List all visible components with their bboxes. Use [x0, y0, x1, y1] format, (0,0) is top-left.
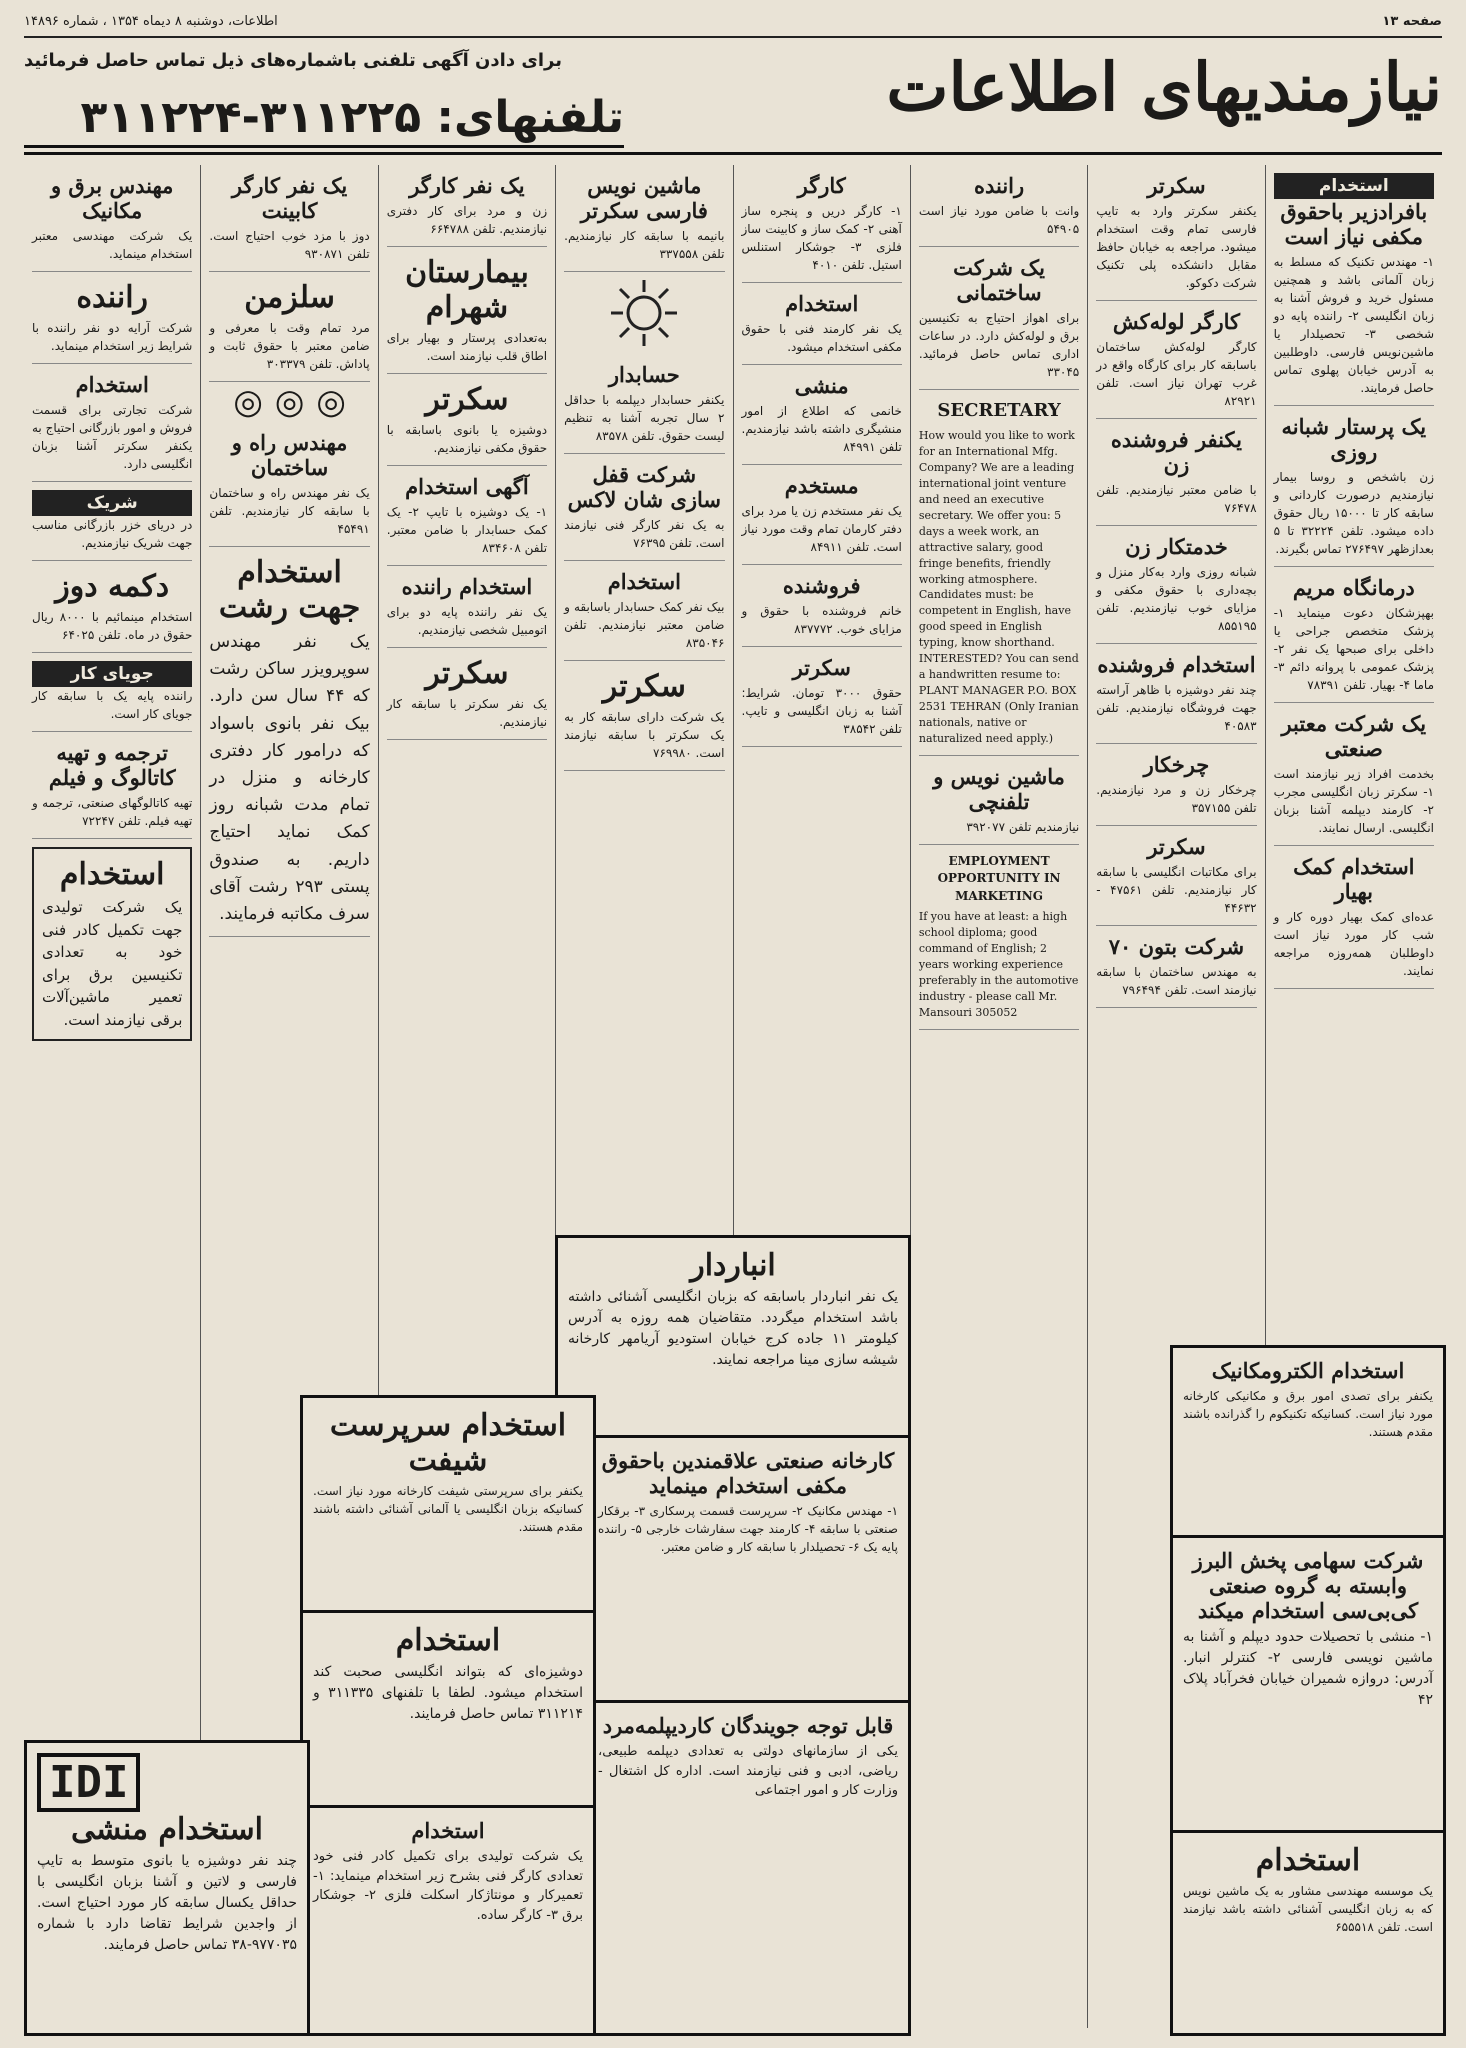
- ad-body: بهپزشکان دعوت مینماید ۱- پزشک متخصص جراحی یا داخلی برای صبحها یک نفر ۲- پزشک عمومی با پروانه دائم ۳- ماما ۴- بهیار. تلفن ۷۸۳۹۱: [1273, 606, 1434, 692]
- ad: [1096, 644, 1256, 744]
- ad-body: ۱- مهندس مکانیک ۲- سرپرست قسمت پرسکاری ۳- برقکار صنعتی با سابقه ۴- کارمند جهت سفارشات خارجی ۵- راننده پایه یک ۶- تحصیلدار با سابقه کار و ضامن معتبر.: [598, 1504, 899, 1554]
- ad-body: دوشیزه‌ای که بتواند انگلیسی صحبت کند استخدام میشود. لطفا با تلفنهای ۳۱۱۳۳۵ و ۳۱۱۲۱۴ تماس حاصل فرمایند.: [313, 1664, 583, 1722]
- ad: [387, 165, 547, 247]
- ad-body: چرخکار زن و مرد نیازمندیم. تلفن ۳۵۷۱۵۵: [1096, 783, 1257, 815]
- column-3: [910, 165, 1087, 2028]
- ad-title: آگهی استخدام: [405, 474, 529, 499]
- ad-title: فروشنده: [782, 573, 861, 598]
- ad-title: استخدام: [1255, 1843, 1361, 1878]
- ad: [32, 364, 192, 482]
- alborz-ad: [1170, 1535, 1446, 1841]
- ad-title: استخدام الکترومکانیک: [1211, 1358, 1405, 1383]
- ad: [564, 165, 724, 272]
- ad-body: یک شرکت دارای سابقه کار به یک سکرتر با سابقه نیازمند است. ۷۶۹۹۸۰: [564, 710, 725, 760]
- ad: [387, 466, 547, 566]
- ad: [919, 247, 1079, 390]
- ad-body: یک شرکت تولیدی برای تکمیل کادر فنی خود تعدادی کارگر فنی بشرح زیر استخدام مینماید: ۱- تعمیرکار و مونتاژکار اسکلت فلزی ۲- جوشکار برق ۳- کارگر ساده.: [313, 1849, 583, 1923]
- ad-body: یک نفر راننده پایه دو برای اتومبیل شخصی نیازمندیم.: [386, 605, 548, 637]
- ad-title: خدمتکار زن: [1125, 534, 1228, 559]
- ad-body: دوشیزه یا بانوی باسابقه با حقوق مکفی نیازمندیم.: [386, 423, 548, 455]
- ad-title: یک شرکت ساختمانی: [953, 255, 1045, 305]
- ad-body: برای اهواز احتیاج به تکنیسین برق و لوله‌کش دارد. در ساعات اداری تماس حاصل فرمائید. ۳۳۰۴۵: [918, 311, 1080, 379]
- ad-body: یک موسسه مهندسی مشاور به یک ماشین نویس که به زبان انگلیسی آشنائی داشته باشد نیازمند است. تلفن ۶۵۵۵۱۸: [1183, 1884, 1433, 1934]
- idi-secretary-ad: [24, 1740, 310, 2036]
- ad: [32, 847, 192, 1041]
- ad: [32, 165, 192, 272]
- ad-body: یک نفر مستخدم زن یا مرد برای دفتر کارمان تمام وقت مورد نیاز است. تلفن ۸۴۹۱۱: [741, 504, 902, 554]
- ad-title: کارگر لوله‌کش: [1112, 309, 1240, 334]
- ad-body: یک نفر مهندس سوپرویزر ساکن رشت که ۴۴ سال سن دارد. بیک نفر بانوی باسواد که درامور کار دفتری کارخانه و منزل در تمام مدت شبانه روز کمک نماید احتیاج داریم. به صندوق پستی ۲۹۳ رشت آقای سرف مکاتبه فرمایند.: [209, 632, 370, 924]
- ad-body: If you have at least: a high school diploma; good command of English; 2 years working experience preferably in the automotive industry - please call Mr. Mansouri 305052: [918, 910, 1079, 1019]
- ad-body: بخدمت افراد زیر نیازمند است ۱- سکرتر زبان انگلیسی مجرب ۲- کارمند دیپلمه آشنا بزبان انگلیسی. ارسال نمایند.: [1273, 767, 1434, 835]
- ad: [742, 365, 902, 465]
- ad: [564, 661, 724, 771]
- ad-body: زن و مرد برای کار دفتری نیازمندیم. تلفن ۶۶۴۷۸۸: [386, 204, 548, 236]
- ad: [919, 845, 1079, 1030]
- ad: [742, 465, 902, 565]
- issue-line: اطلاعات، دوشنبه ۸ دیماه ۱۳۵۴ ، شماره ۱۴۸۹۶: [24, 14, 278, 29]
- ad: [209, 422, 369, 547]
- ad-body: بیک نفر کمک حسابدار باسابقه و ضامن معتبر نیازمندیم. تلفن ۸۳۵۰۴۶: [564, 600, 725, 650]
- ad-body: ۱- یک دوشیزه با تایپ ۲- یک کمک حسابدار با ضامن معتبر. تلفن ۸۳۴۶۰۸: [386, 505, 548, 555]
- ad: [919, 756, 1079, 845]
- ad-title: مهندس راه و ساختمان: [231, 430, 348, 480]
- ad: [919, 390, 1079, 756]
- ad-title: ترجمه و تهیه کاتالوگ و فیلم: [48, 740, 176, 790]
- top-line: [24, 14, 1442, 38]
- ad-title: درمانگاه مریم: [1292, 575, 1415, 600]
- ad-title: یک پرستار شبانه روزی: [1281, 414, 1427, 464]
- ad-body: کارگر لوله‌کش ساختمان باسابقه کار برای کارگاه واقع در غرب تهران نیاز است. تلفن ۸۲۹۲۱: [1096, 340, 1257, 408]
- ad-body: یک شرکت تولیدی جهت تکمیل کادر فنی خود به تعدادی تکنیسین برق برای تعمیر ماشین‌آلات برقی نیازمند است.: [42, 898, 183, 1029]
- ad-title: استخدام کمک بهیار: [1293, 854, 1415, 904]
- ad-title: چرخکار: [1143, 752, 1210, 777]
- ad-title: استخدام راننده: [401, 574, 533, 599]
- ad-body: ۱- منشی با تحصیلات حدود دیپلم و آشنا به ماشین نویسی فارسی ۲- کنترلر انبار. آدرس: دروازه شمیران خیابان فخرآباد پلاک ۴۲: [1183, 1629, 1433, 1708]
- ad-body: یک نفر مهندس راه و ساختمان با سابقه کار نیازمندیم. تلفن ۴۵۴۹۱: [209, 486, 370, 536]
- ad-title: راننده: [76, 280, 149, 315]
- ad-title: مستخدم: [784, 473, 859, 498]
- ad-body: به یک نفر کارگر فنی نیازمند است. تلفن ۷۶۳۹۵: [564, 518, 725, 550]
- ad: [1096, 744, 1256, 826]
- ad-title: بیمارستان شهرام: [405, 255, 529, 325]
- decorative-symbols-icon: ◎ ◎ ◎: [233, 382, 346, 422]
- ad-body: خانم فروشنده با حقوق و مزایای خوب. ۸۳۷۷۷۲: [741, 604, 902, 636]
- ad-body: یک نفر انباردار باسابقه که بزبان انگلیسی آشنائی داشته باشد استخدام میگردد. متقاضیان همه روزه به آدرس کیلومتر ۱۱ جاده کرج خیابان استودیو آریامهر کارخانه شیشه سازی مینا مراجعه نمایند.: [568, 1289, 899, 1368]
- masthead-note: برای دادن آگهی تلفنی باشماره‌های ذیل تماس حاصل فرمائید: [24, 50, 562, 71]
- ad-title: سکرتر: [792, 655, 851, 680]
- ad-box-label: جویای کار: [32, 661, 192, 687]
- ad: [209, 547, 369, 937]
- ad: [209, 165, 369, 272]
- ministry-ad: [585, 1700, 911, 2036]
- ad-title: SECRETARY: [937, 400, 1061, 421]
- ad-body: ۱- مهندس تکنیک که مسلط به زبان آلمانی باشد و همچنین مسئول خرید و فروش آشنا به زبان انگلیسی ۲- راننده پایه دو شخصی ۳- تحصیلدار یا ماشین‌نویس فارسی. داوطلبین به آدرس خیابان پهلوی تماس حاصل فرمایند.: [1273, 255, 1434, 395]
- ad: [387, 374, 547, 466]
- ad-body: شبانه روزی وارد به‌کار منزل و بچه‌داری با حقوق مکفی و مزایای خوب نیازمندیم. تلفن ۸۵۵۱۹۵: [1096, 565, 1257, 633]
- ad-title: استخدام: [785, 291, 859, 316]
- ad-title: راننده: [973, 173, 1025, 198]
- ad-box-label: شریک: [32, 490, 192, 516]
- ad: [564, 561, 724, 661]
- ad-title: سکرتر: [425, 656, 509, 691]
- ad-title: شرکت قفل سازی شان لاکس: [567, 462, 721, 512]
- ad-title: شرکت سهامی پخش البرز وابسته به گروه صنعتی کی‌بی‌سی استخدام میکند: [1192, 1548, 1424, 1623]
- ad: [387, 648, 547, 740]
- ad-title: حسابدار: [608, 362, 680, 387]
- ad-body: یک نفر سکرتر با سابقه کار نیازمندیم.: [386, 697, 548, 729]
- ad-body: یکنفر حسابدار دیپلمه با حداقل ۲ سال تجربه آشنا به تنظیم لیست حقوق. تلفن ۸۳۵۷۸: [564, 393, 725, 443]
- ad-body: عده‌ای کمک بهیار دوره کار و شب کار مورد نیاز است داوطلبان همه‌روزه مراجعه نمایند.: [1273, 910, 1434, 978]
- ad-title: دکمه دوز: [55, 569, 170, 604]
- ad-body: یکنفر برای تصدی امور برق و مکانیکی کارخانه مورد نیاز است. کسانیکه تکنیکوم را گذرانده باشند مقدم هستند.: [1183, 1389, 1433, 1439]
- ad: [387, 566, 547, 648]
- ad: [32, 653, 192, 732]
- ad-body: چند نفر دوشیزه با ظاهر آراسته جهت فروشگاه نیازمندیم. تلفن ۴۰۵۸۳: [1096, 683, 1257, 733]
- ad-body: یکنفر سکرتر وارد به تایپ فارسی تمام وقت استخدام میشود. مراجعه به خیابان حافظ مقابل دانشکده پلی تکنیک شرکت دکوکو.: [1096, 204, 1257, 290]
- page-title: نیازمندیهای اطلاعات: [886, 48, 1442, 126]
- ad: [1274, 567, 1434, 703]
- ad-body: راننده پایه یک با سابقه کار جویای کار است.: [32, 689, 193, 721]
- ad-title: یکنفر فروشنده زن: [1110, 427, 1242, 477]
- ad-body: شرکت تجارتی برای قسمت فروش و امور بازرگانی احتیاج به یکنفر سکرتر آشنا بزبان انگلیسی دارد.: [32, 403, 193, 471]
- ad-body: به‌تعدادی پرستار و بهیار برای اطاق قلب نیازمند است.: [386, 331, 548, 363]
- ad-body: حقوق ۳۰۰۰ تومان. شرایط: آشنا به زبان انگلیسی و تایپ. تلفن ۳۸۵۴۲: [741, 686, 902, 736]
- ad: [564, 454, 724, 561]
- ad-title: یک نفر کارگر: [409, 173, 525, 198]
- ad-title: استخدام: [59, 857, 165, 892]
- ad-title: انباردار: [690, 1248, 776, 1283]
- ad-title: استخدام فروشنده: [1097, 652, 1256, 677]
- ad-box-label: استخدام: [1274, 173, 1434, 199]
- page-label: صفحه ۱۳: [1382, 14, 1442, 29]
- ad-title: ماشین نویس فارسی سکرتر: [580, 173, 708, 223]
- ad: [1274, 165, 1434, 406]
- ad: [1096, 165, 1256, 301]
- ad: [1096, 926, 1256, 1008]
- ad: [564, 354, 724, 454]
- ad-body: مرد تمام وقت با معرفی و ضامن معتبر با حقوق ثابت و پاداش. تلفن ۳۰۳۳۷۹: [209, 321, 370, 371]
- ad-body: به مهندس ساختمان با سابقه نیازمند است. تلفن ۷۹۶۴۹۴: [1096, 965, 1257, 997]
- ad-body: با ضامن معتبر نیازمندیم. تلفن ۷۶۴۷۸: [1096, 483, 1257, 515]
- ad-body: برای مکاتبات انگلیسی با سابقه کار نیازمندیم. تلفن ۴۷۵۶۱ - ۴۴۶۳۲: [1096, 865, 1257, 915]
- ad-body: وانت با ضامن مورد نیاز است ۵۴۹۰۵: [918, 204, 1080, 236]
- ad-body: یک شرکت مهندسی معتبر استخدام مینماید.: [32, 229, 193, 261]
- english-girl-ad: [300, 1610, 596, 1816]
- ad: [1096, 301, 1256, 419]
- ad: [919, 165, 1079, 247]
- ad: [209, 272, 369, 382]
- electromech-ad: [1170, 1345, 1446, 1546]
- ad-body: در دریای خزر بازرگانی مناسب جهت شریک نیازمندیم.: [32, 518, 193, 550]
- industrial-ad: [585, 1435, 911, 1711]
- ad: [1274, 846, 1434, 989]
- ad-title: استخدام: [395, 1623, 501, 1658]
- ad: [387, 247, 547, 374]
- ad-body: شرکت آرایه دو نفر راننده با شرایط زیر استخدام مینماید.: [32, 321, 193, 353]
- ad-title: استخدام سرپرست شیفت: [329, 1408, 567, 1478]
- ad: [32, 732, 192, 839]
- ad-body: How would you like to work for an International Mfg. Company? We are a leading international joint venture and need an executive secretary. We offer you: 5 days a week work, an attractive salary, good fringe benefits, friendly working atmosphere. Candidates must: be competent in English, have good speed in English typing, know shorthand. INTERESTED? You can send a handwritten resume to: PLANT MANAGER P.O. BOX 2531 TEHRAN (Only Iranian nationals, native or naturalized need apply.): [918, 429, 1079, 745]
- ad-title: سکرتر: [1147, 173, 1206, 198]
- ad: [1096, 826, 1256, 926]
- ad-title: یک نفر کارگر کابینت: [231, 173, 348, 223]
- engineering-ad: [1170, 1830, 1446, 2036]
- ad-title: استخدام: [75, 372, 149, 397]
- ad: [1096, 526, 1256, 644]
- ad: [1274, 406, 1434, 567]
- ad-body: نیازمندیم تلفن ۳۹۲۰۷۷: [966, 819, 1080, 834]
- ad: [32, 561, 192, 653]
- ad: [742, 283, 902, 365]
- idi-logo: IDI: [37, 1753, 140, 1812]
- ad-title: بافرادزیر باحقوق مکفی نیاز است: [1280, 199, 1428, 249]
- shift-supervisor-ad: [300, 1395, 596, 1621]
- ad-body: زن باشخص و روسا بیمار نیازمندیم درصورت کاردانی و سابقه کار تا ۱۵۰۰۰ ریال حقوق داده میشود. تلفن ۳۲۲۲۴ تا ۵ بعدازظهر ۲۷۶۴۹۷ تماس بگیرند.: [1273, 470, 1434, 556]
- ad-title: ماشین نویس و تلفنچی: [933, 763, 1065, 814]
- ad-title: کارگر: [797, 173, 846, 198]
- masthead: [24, 42, 1442, 155]
- ad-title: استخدام: [607, 569, 681, 594]
- ad-body: تهیه کاتالوگهای صنعتی، ترجمه و تهیه فیلم. تلفن ۷۲۲۴۷: [32, 796, 193, 828]
- ad-body: یک نفر کارمند فنی با حقوق مکفی استخدام میشود.: [741, 322, 902, 354]
- sun-emblem-icon: [609, 278, 679, 348]
- ad-title: قابل توجه جویندگان کاردیپلمه‌مرد: [602, 1713, 894, 1738]
- ad-title: مهندس برق و مکانیک: [50, 173, 174, 223]
- ad: [1096, 419, 1256, 526]
- ad: [742, 647, 902, 747]
- ad-body: چند نفر دوشیزه یا بانوی متوسط به تایپ فارسی و لاتین و آشنا بزبان انگلیسی با حداقل یکسال سابقه کار مورد احتیاج است. از واجدین شرایط تقاضا دارد با شماره ۹۷۷۰۳۵-۳۸ تماس حاصل فرمایند.: [37, 1853, 297, 1953]
- ad-title: استخدام منشی: [71, 1812, 263, 1847]
- ad-body: ۱- کارگر دریں و پنجره ساز آهنی ۲- کمک ساز و کابینت ساز فلزی ۳- جوشکار استنلس استیل. تلفن ۴۰۱۰: [741, 204, 902, 272]
- ad: [1274, 703, 1434, 846]
- ad-body: دوز با مزد خوب احتیاج است. تلفن ۹۳۰۸۷۱: [209, 229, 370, 261]
- ad-title: سکرتر: [602, 669, 686, 704]
- ad-title: استخدام: [411, 1818, 485, 1843]
- ad-title: سکرتر: [1147, 834, 1206, 859]
- ad-title: سکرتر: [425, 382, 509, 417]
- production-ad: [300, 1805, 596, 2036]
- ad-body: خانمی که اطلاع از امور منشیگری داشته باشد نیازمندیم. تلفن ۸۴۹۹۱: [741, 404, 902, 454]
- ad-body: بانیمه با سابقه کار نیازمندیم. تلفن ۳۳۷۵۵۸: [564, 229, 725, 261]
- ad-title: یک شرکت معتبر صنعتی: [1281, 711, 1427, 761]
- ad-body: استخدام مینمائیم با ۸۰۰۰ ریال حقوق در ماه. تلفن ۶۴۰۲۵: [32, 610, 193, 642]
- ad-body: یکنفر برای سرپرستی شیفت کارخانه مورد نیاز است. کسانیکه بزبان انگلیسی یا آلمانی آشنائی داشته باشند مقدم هستند.: [313, 1484, 583, 1534]
- ad-body: یکی از سازمانهای دولتی به تعدادی دیپلمه طبیعی، ریاضی، ادبی و فنی نیازمند است. اداره کل اشتغال - وزارت کار و امور اجتماعی: [598, 1744, 898, 1798]
- ad-title: سلزمن: [244, 280, 335, 315]
- ad-title: شرکت بتون ۷۰: [1108, 934, 1245, 959]
- ad: [32, 482, 192, 561]
- storekeeper-ad: [555, 1235, 911, 1446]
- ad: [742, 565, 902, 647]
- ad: [32, 272, 192, 364]
- masthead-phones: تلفنهای: ۳۱۱۲۲۵-۳۱۱۲۲۴: [24, 92, 624, 148]
- ad-title: کارخانه صنعتی علاقمندین باحقوق مکفی استخدام مینماید: [601, 1448, 895, 1498]
- ad-title: استخدام جهت رشت: [218, 555, 361, 625]
- ad-title: منشی: [794, 373, 849, 398]
- ad-title: EMPLOYMENT OPPORTUNITY IN MARKETING: [937, 853, 1061, 903]
- ad: [742, 165, 902, 283]
